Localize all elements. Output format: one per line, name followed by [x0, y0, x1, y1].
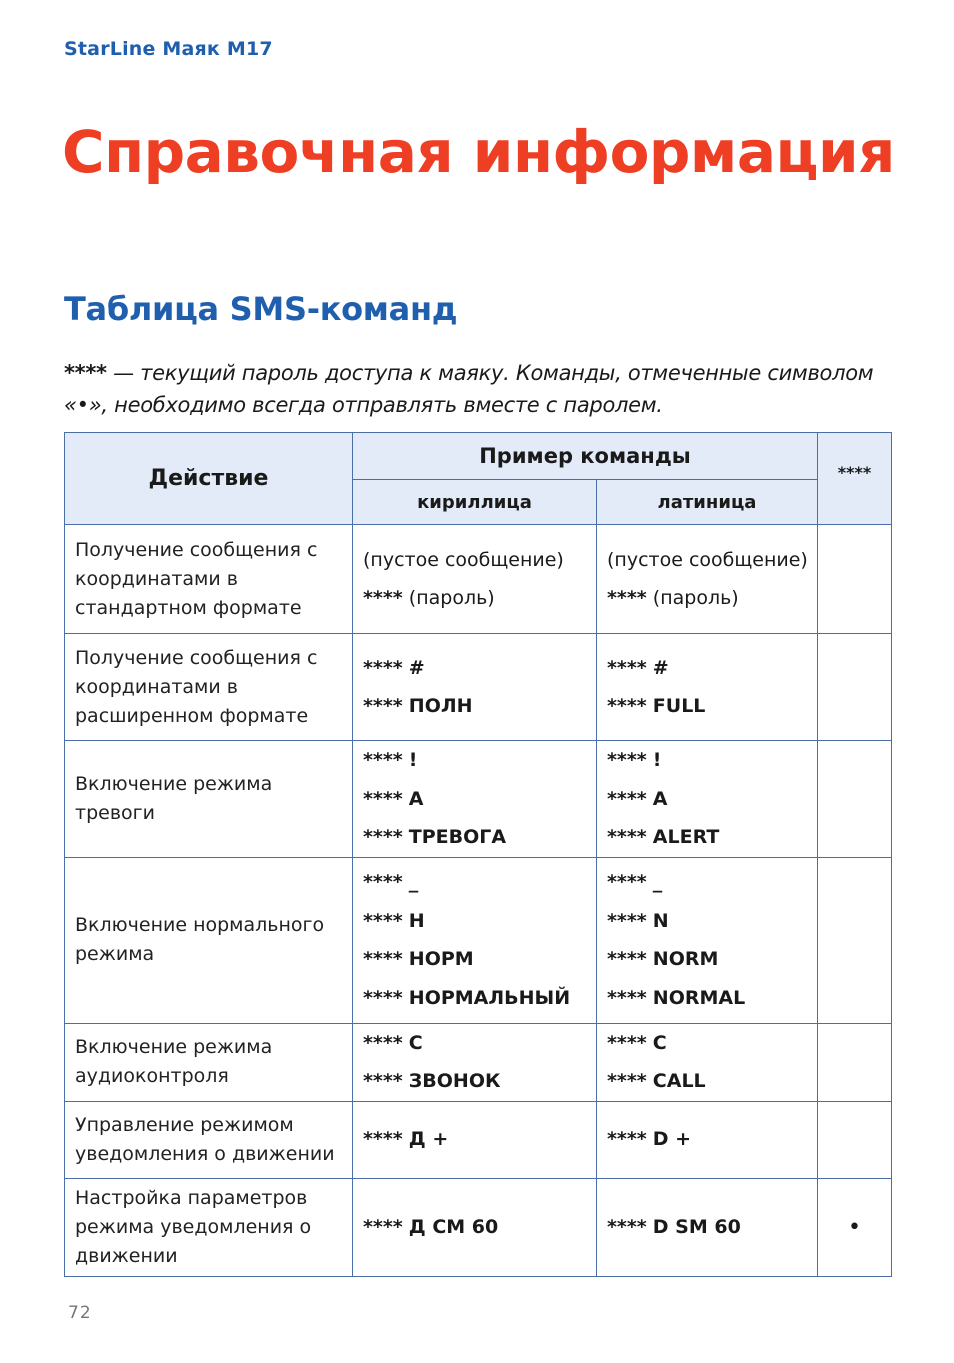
command-code: Д +: [408, 1128, 449, 1151]
command-line: [363, 979, 586, 1018]
password-placeholder: ****: [607, 871, 647, 893]
table-row: [65, 857, 892, 1023]
command-line: [363, 1024, 586, 1063]
command-note: (пустое сообщение): [363, 548, 564, 571]
latin-command-cell: [597, 1101, 818, 1178]
command-line: [607, 687, 807, 726]
action-cell: Включение режима аудиоконтроля: [65, 1023, 353, 1101]
command-line: [363, 649, 586, 688]
command-line: [607, 818, 807, 857]
command-line: [607, 940, 807, 979]
command-line: [607, 902, 807, 941]
command-code: #: [652, 656, 669, 679]
command-line: [607, 1208, 807, 1247]
header-latin: латиница: [597, 480, 818, 525]
command-line: [607, 979, 807, 1018]
brand-header: StarLine Маяк M17: [64, 38, 273, 60]
password-placeholder: ****: [607, 1031, 647, 1054]
cyrillic-command-cell: [353, 857, 597, 1023]
command-line: [607, 741, 807, 780]
password-required-mark: [818, 857, 892, 1023]
latin-command-cell: [597, 1023, 818, 1101]
password-placeholder: ****: [363, 587, 403, 609]
cyrillic-command-cell: [353, 1101, 597, 1178]
password-token: ****: [64, 361, 107, 385]
password-placeholder: ****: [363, 1128, 403, 1151]
command-code: FULL: [652, 695, 706, 717]
action-cell: Включение нормального режима: [65, 857, 353, 1023]
page-title: Справочная информация: [62, 118, 895, 186]
password-required-mark: [818, 1101, 892, 1178]
latin-command-cell: [597, 741, 818, 858]
table-row: [65, 741, 892, 858]
cyrillic-command-cell: [353, 1023, 597, 1101]
command-code: С: [408, 1031, 423, 1054]
command-note: (пароль): [652, 587, 739, 609]
table-row: [65, 1178, 892, 1276]
intro-text-line2: «•», необходимо всегда отправлять вместе с паролем.: [64, 393, 663, 417]
action-cell: Управление режимом уведомления о движении: [65, 1101, 353, 1178]
command-line: [363, 541, 586, 580]
command-code: ЗВОНОК: [408, 1070, 501, 1092]
action-cell: Включение режима тревоги: [65, 741, 353, 858]
command-code: NORM: [652, 948, 719, 970]
intro-paragraph: [64, 357, 904, 421]
header-example: Пример команды: [353, 433, 818, 480]
command-line: [607, 541, 807, 580]
command-line: [607, 1120, 807, 1159]
table-row: [65, 525, 892, 634]
action-cell: Получение сообщения с координатами в стандартном формате: [65, 525, 353, 634]
command-code: !: [408, 749, 418, 771]
header-cyrillic: кириллица: [353, 480, 597, 525]
command-code: A: [652, 787, 668, 810]
password-placeholder: ****: [363, 1215, 403, 1238]
sms-commands-table: [64, 432, 892, 1277]
password-placeholder: ****: [363, 948, 403, 970]
password-placeholder: ****: [363, 909, 403, 932]
password-placeholder: ****: [607, 695, 647, 717]
command-line: [363, 1208, 586, 1247]
table-row: [65, 1023, 892, 1101]
command-note: (пустое сообщение): [607, 548, 808, 571]
command-line: [607, 780, 807, 819]
command-code: C: [652, 1031, 667, 1054]
password-required-mark: [818, 1023, 892, 1101]
cyrillic-command-cell: [353, 634, 597, 741]
command-line: [363, 780, 586, 819]
command-code: ALERT: [652, 826, 720, 848]
password-placeholder: ****: [607, 909, 647, 932]
password-required-mark: [818, 741, 892, 858]
intro-text-line1: — текущий пароль доступа к маяку. Команды, отмеченные символом: [106, 361, 874, 385]
password-placeholder: ****: [607, 749, 647, 771]
password-placeholder: ****: [607, 656, 647, 679]
password-placeholder: ****: [607, 1128, 647, 1151]
password-placeholder: ****: [363, 1070, 403, 1092]
command-line: [363, 579, 586, 618]
password-placeholder: ****: [363, 1031, 403, 1054]
section-title: Таблица SMS-команд: [64, 290, 458, 328]
command-code: CALL: [652, 1070, 706, 1092]
command-code: Н: [408, 909, 425, 932]
command-line: [363, 940, 586, 979]
table-row: [65, 634, 892, 741]
password-placeholder: ****: [607, 948, 647, 970]
command-code: А: [408, 787, 424, 810]
command-code: D +: [652, 1128, 692, 1151]
password-required-mark: •: [818, 1178, 892, 1276]
password-placeholder: ****: [363, 656, 403, 679]
command-line: [607, 1024, 807, 1063]
latin-command-cell: [597, 857, 818, 1023]
command-code: _: [652, 871, 663, 893]
command-line: [363, 1120, 586, 1159]
table-row: [65, 1101, 892, 1178]
command-line: [607, 649, 807, 688]
command-line: [363, 687, 586, 726]
action-cell: Получение сообщения с координатами в расширенном формате: [65, 634, 353, 741]
password-placeholder: ****: [363, 787, 403, 810]
command-code: D SM 60: [652, 1215, 741, 1238]
command-code: #: [408, 656, 425, 679]
command-line: [607, 863, 807, 902]
command-line: [363, 863, 586, 902]
command-line: [363, 902, 586, 941]
command-note: (пароль): [408, 587, 495, 609]
command-code: НОРМ: [408, 948, 474, 970]
cyrillic-command-cell: [353, 1178, 597, 1276]
cyrillic-command-cell: [353, 525, 597, 634]
command-code: Д СМ 60: [408, 1215, 499, 1238]
password-placeholder: ****: [363, 749, 403, 771]
password-placeholder: ****: [363, 695, 403, 717]
command-code: !: [652, 749, 662, 771]
command-code: NORMAL: [652, 986, 746, 1009]
command-line: [607, 579, 807, 618]
header-password: ****: [818, 433, 892, 525]
password-placeholder: ****: [607, 1215, 647, 1238]
password-placeholder: ****: [363, 826, 403, 848]
password-placeholder: ****: [607, 1070, 647, 1092]
latin-command-cell: [597, 525, 818, 634]
latin-command-cell: [597, 1178, 818, 1276]
header-action: Действие: [65, 433, 353, 525]
command-line: [363, 741, 586, 780]
page-number: 72: [68, 1303, 92, 1323]
command-code: НОРМАЛЬНЫЙ: [408, 986, 571, 1009]
command-code: ТРЕВОГА: [408, 826, 507, 848]
password-placeholder: ****: [607, 826, 647, 848]
password-required-mark: [818, 634, 892, 741]
command-line: [607, 1062, 807, 1101]
command-code: N: [652, 909, 669, 932]
latin-command-cell: [597, 634, 818, 741]
password-placeholder: ****: [363, 986, 403, 1009]
command-line: [363, 818, 586, 857]
command-code: _: [408, 871, 419, 893]
cyrillic-command-cell: [353, 741, 597, 858]
command-line: [363, 1062, 586, 1101]
command-code: ПОЛН: [408, 695, 473, 717]
password-placeholder: ****: [363, 871, 403, 893]
password-placeholder: ****: [607, 787, 647, 810]
password-placeholder: ****: [607, 986, 647, 1009]
password-placeholder: ****: [607, 587, 647, 609]
password-required-mark: [818, 525, 892, 634]
action-cell: Настройка параметров режима уведомления о движении: [65, 1178, 353, 1276]
